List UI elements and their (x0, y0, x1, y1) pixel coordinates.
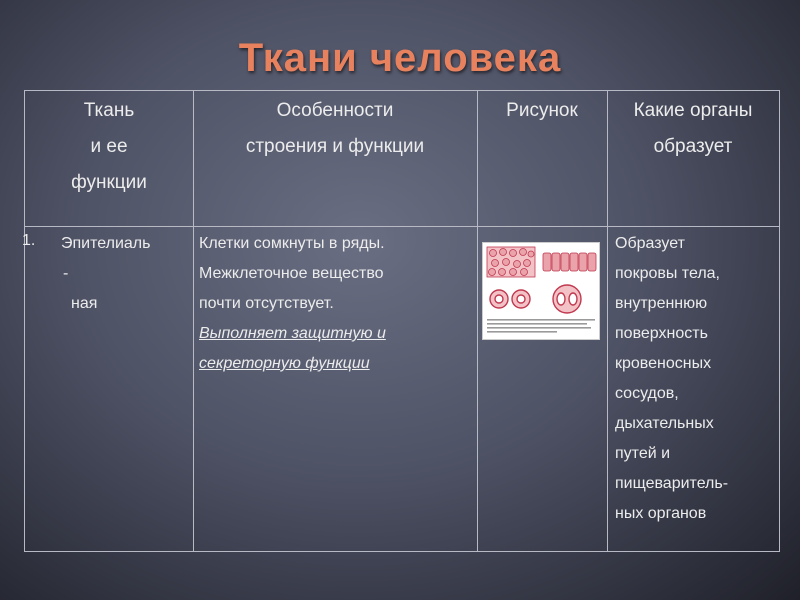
organs-line: дыхательных (615, 415, 714, 432)
header-organs-line: образует (653, 136, 733, 157)
features-line: Клетки сомкнуты в ряды. (199, 235, 385, 252)
header-picture-line: Рисунок (506, 100, 578, 121)
organs-line: пищеваритель- (615, 475, 729, 492)
epithelium-illustration-icon (483, 243, 599, 339)
header-organs (607, 93, 779, 165)
slide-title: Ткани человека (238, 36, 562, 80)
organs-line: поверхность (615, 325, 708, 342)
header-tissue-line: и ее (90, 136, 128, 157)
tissue-name-line: ная (71, 295, 98, 312)
tissue-name-line: - (63, 265, 69, 282)
tissue-table (24, 90, 780, 552)
header-features-line: строения и функции (245, 136, 425, 157)
header-features-line: Особенности (276, 100, 394, 121)
table-header-divider (25, 226, 779, 227)
cell-tissue-name (61, 229, 191, 319)
header-tissue-line: Ткань (83, 100, 135, 121)
features-line: Межклеточное вещество (199, 265, 384, 282)
table-column-divider (477, 91, 478, 551)
organs-line: Образует (615, 235, 685, 252)
features-line: почти отсутствует. (199, 295, 334, 312)
organs-line: покровы тела, (615, 265, 720, 282)
header-picture (477, 93, 607, 129)
header-tissue-line: функции (71, 172, 147, 193)
features-emphasis-line: секреторную функции (199, 355, 370, 372)
epithelium-illustration (482, 242, 600, 340)
organs-line: сосудов, (615, 385, 679, 402)
tissue-name-line: Эпителиаль (61, 235, 151, 252)
header-tissue (25, 93, 193, 201)
organs-line: ных органов (615, 505, 707, 522)
header-organs-line: Какие органы (633, 100, 753, 121)
organs-line: внутреннюю (615, 295, 708, 312)
organs-line: путей и (615, 445, 671, 462)
features-emphasis-line: Выполняет защитную и (199, 325, 386, 342)
cell-organs (615, 229, 777, 529)
cell-features (199, 229, 475, 379)
header-features (193, 93, 477, 165)
row-number: 1. (22, 232, 36, 249)
organs-line: кровеносных (615, 355, 712, 372)
